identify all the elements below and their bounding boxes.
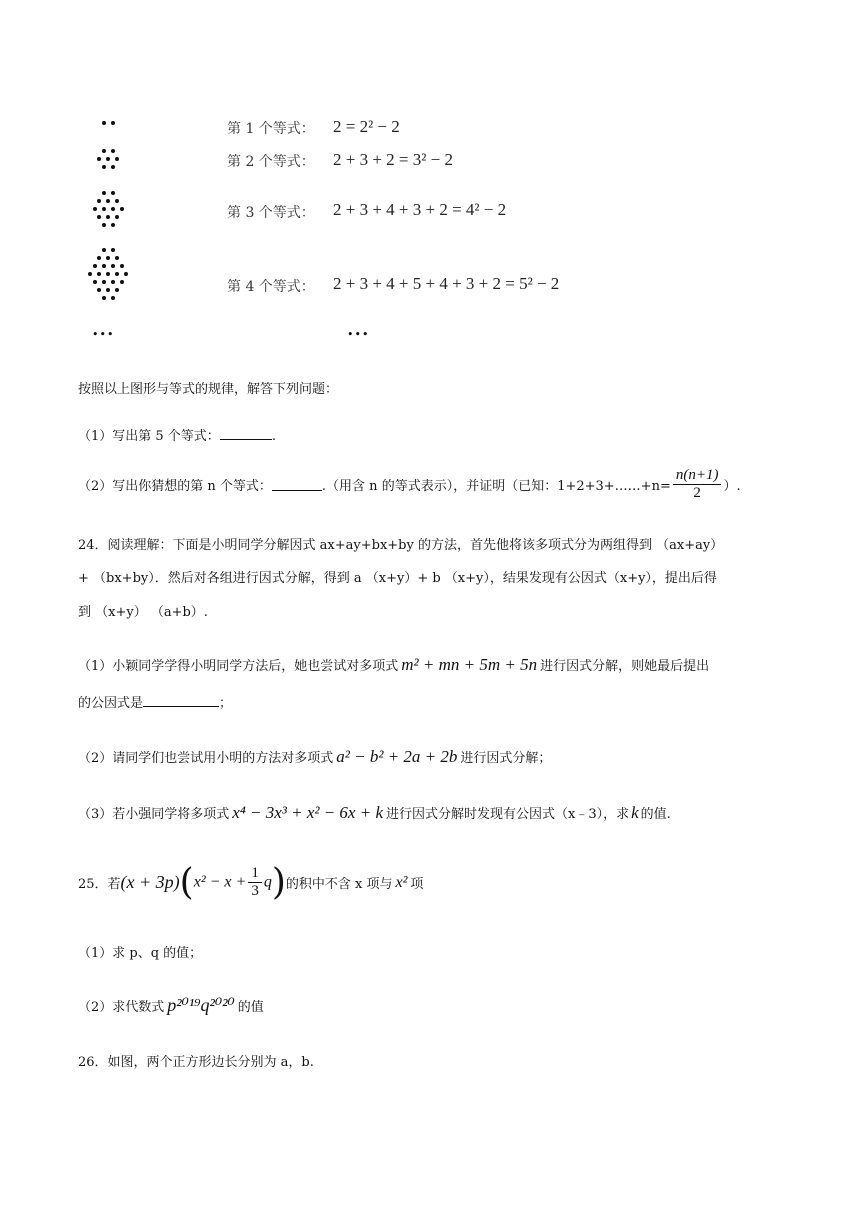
q25-suffix-end: 项 — [410, 877, 424, 892]
q25-math-right-a: x² − x + — [193, 873, 247, 891]
ellipsis-right: ••• — [347, 328, 370, 341]
q25-fraction-den: 3 — [251, 883, 259, 899]
pattern-dot — [120, 207, 124, 211]
q25-prefix: 25．若 — [78, 877, 121, 892]
pattern-dot — [97, 256, 101, 260]
pattern-dot — [106, 199, 110, 203]
fraction-numerator: n(n+1) — [673, 467, 722, 485]
answer-blank[interactable] — [220, 427, 272, 440]
pattern-dot — [111, 165, 115, 169]
q24-part1-line2 — [78, 692, 232, 711]
q24-part1 — [78, 655, 709, 675]
pattern-dot — [124, 272, 128, 276]
pattern-dot — [102, 223, 106, 227]
q25-stem: 25．若(x + 3p)(x² − x + $\frac{1}{3}$ q)的积中不含 x 项与 x² 项 — [78, 862, 424, 903]
row4-label: 第 4 个等式： — [227, 279, 315, 295]
q25-fraction — [248, 865, 262, 900]
q24-part3-end: 的值. — [640, 807, 671, 822]
pattern-dot — [111, 191, 115, 195]
pattern-dot — [97, 215, 101, 219]
sum-formula-fraction — [673, 467, 722, 502]
answer-blank[interactable] — [143, 694, 219, 707]
q24-part2 — [78, 747, 551, 767]
pattern-dot — [106, 256, 110, 260]
q24-part1-line2-prefix: 的公因式是 — [78, 696, 144, 711]
q25-fraction-num: 1 — [248, 865, 262, 883]
answer-blank[interactable] — [272, 478, 322, 491]
q24-part1-math: m² + mn + 5m + 5n — [401, 655, 538, 674]
pattern-dot — [120, 280, 124, 284]
q23-part1-suffix: . — [271, 429, 276, 444]
row4-equation: 2 + 3 + 4 + 5 + 4 + 3 + 2 = 5² − 2 — [333, 274, 560, 293]
ellipsis-left: ••• — [92, 328, 115, 341]
pattern-dot — [102, 191, 106, 195]
row1-equation: 2 = 2² − 2 — [333, 117, 400, 136]
q23-part2-prefix: （2）写出你猜想的第 n 个等式： — [78, 479, 272, 494]
q24-line1: 24．阅读理解：下面是小明同学分解因式 ax+ay+bx+by 的方法，首先他将该多项式分为两组得到 （ax+ay） — [78, 538, 724, 553]
pattern-dot — [102, 280, 106, 284]
pattern-dot — [111, 248, 115, 252]
q23-part1-prefix: （1）写出第 5 个等式： — [78, 429, 220, 444]
pattern-dot — [97, 157, 101, 161]
pattern-dot — [111, 121, 115, 125]
q25-math-right-b: q — [263, 873, 272, 891]
pattern-dot — [111, 264, 115, 268]
q24-part3-math: x⁴ − 3x³ + x² − 6x + k — [232, 803, 383, 822]
q23-part2-suffix: ）. — [723, 479, 741, 494]
pattern-dot — [102, 207, 106, 211]
pattern-dot — [115, 157, 119, 161]
pattern-dot — [102, 248, 106, 252]
q24-part3-prefix: （3）若小强同学将多项式 — [78, 807, 230, 822]
q24-line3: 到 （x+y） （a+b）. — [78, 605, 208, 620]
row1-label: 第 1 个等式： — [227, 121, 315, 137]
q24-part2-prefix: （2）请同学们也尝试用小明的方法对多项式 — [78, 751, 334, 766]
q26-line1: 26．如图，两个正方形边长分别为 a，b. — [78, 1055, 314, 1070]
row2-label: 第 2 个等式： — [227, 154, 315, 170]
pattern-dot — [106, 272, 110, 276]
q23-intro: 按照以上图形与等式的规律，解答下列问题： — [78, 382, 339, 397]
pattern-dot — [102, 264, 106, 268]
q24-line2: + （bx+by）．然后对各组进行因式分解，得到 a （x+y）+ b （x+y），结果发现有公因式（x+y），提出后得 — [78, 571, 717, 586]
pattern-dot — [93, 280, 97, 284]
row3-label: 第 3 个等式： — [227, 205, 315, 221]
pattern-dot — [120, 264, 124, 268]
pattern-dot — [115, 288, 119, 292]
pattern-dot — [106, 157, 110, 161]
pattern-dot — [115, 272, 119, 276]
pattern-dot — [102, 121, 106, 125]
pattern-dot — [115, 199, 119, 203]
row3-equation: 2 + 3 + 4 + 3 + 2 = 4² − 2 — [333, 200, 507, 219]
pattern-dot — [111, 223, 115, 227]
q25-suffix: 的积中不含 x 项与 — [285, 877, 393, 892]
pattern-dot — [106, 288, 110, 292]
q25-part2-suffix: 的值 — [237, 1000, 264, 1015]
row2-equation: 2 + 3 + 2 = 3² − 2 — [333, 150, 453, 169]
pattern-dot — [102, 149, 106, 153]
q25-part1: （1）求 p、q 的值； — [78, 946, 203, 961]
pattern-dot — [111, 207, 115, 211]
q24-part2-suffix: 进行因式分解； — [460, 751, 552, 766]
pattern-dot — [106, 215, 110, 219]
q24-part1-line2-suffix: ； — [219, 696, 233, 711]
pattern-dot — [102, 165, 106, 169]
q24-part1-prefix: （1）小颖同学学得小明同学方法后，她也尝试对多项式 — [78, 659, 399, 674]
pattern-dot — [88, 272, 92, 276]
dot-pattern-figure — [70, 115, 150, 345]
pattern-dot — [111, 296, 115, 300]
fraction-denominator: 2 — [693, 485, 701, 501]
pattern-dot — [97, 199, 101, 203]
pattern-dot — [93, 207, 97, 211]
pattern-dot — [111, 280, 115, 284]
q25-math-left: (x + 3p) — [120, 872, 180, 892]
q23-part2-middle: .（用含 n 的等式表示），并证明（已知：1+2+3+……+n= — [321, 479, 671, 494]
q24-part1-suffix: 进行因式分解，则她最后提出 — [540, 659, 710, 674]
pattern-dot — [93, 264, 97, 268]
q23-part1 — [78, 425, 276, 444]
q25-suffix-math: x² — [395, 873, 408, 891]
q24-part3 — [78, 803, 671, 823]
q24-part3-k: k — [631, 803, 639, 822]
q24-part3-suffix: 进行因式分解时发现有公因式（x﹣3），求 — [386, 807, 630, 822]
pattern-dot — [111, 149, 115, 153]
q23-part2 — [78, 467, 741, 502]
pattern-dot — [97, 272, 101, 276]
q25-part2 — [78, 995, 264, 1016]
pattern-dot — [115, 215, 119, 219]
pattern-dot — [102, 296, 106, 300]
q24-part2-math: a² − b² + 2a + 2b — [336, 747, 458, 766]
pattern-dot — [97, 288, 101, 292]
pattern-dot — [115, 256, 119, 260]
q25-part2-prefix: （2）求代数式 — [78, 1000, 165, 1015]
q25-part2-math: p²⁰¹⁹q²⁰²⁰ — [167, 995, 235, 1015]
